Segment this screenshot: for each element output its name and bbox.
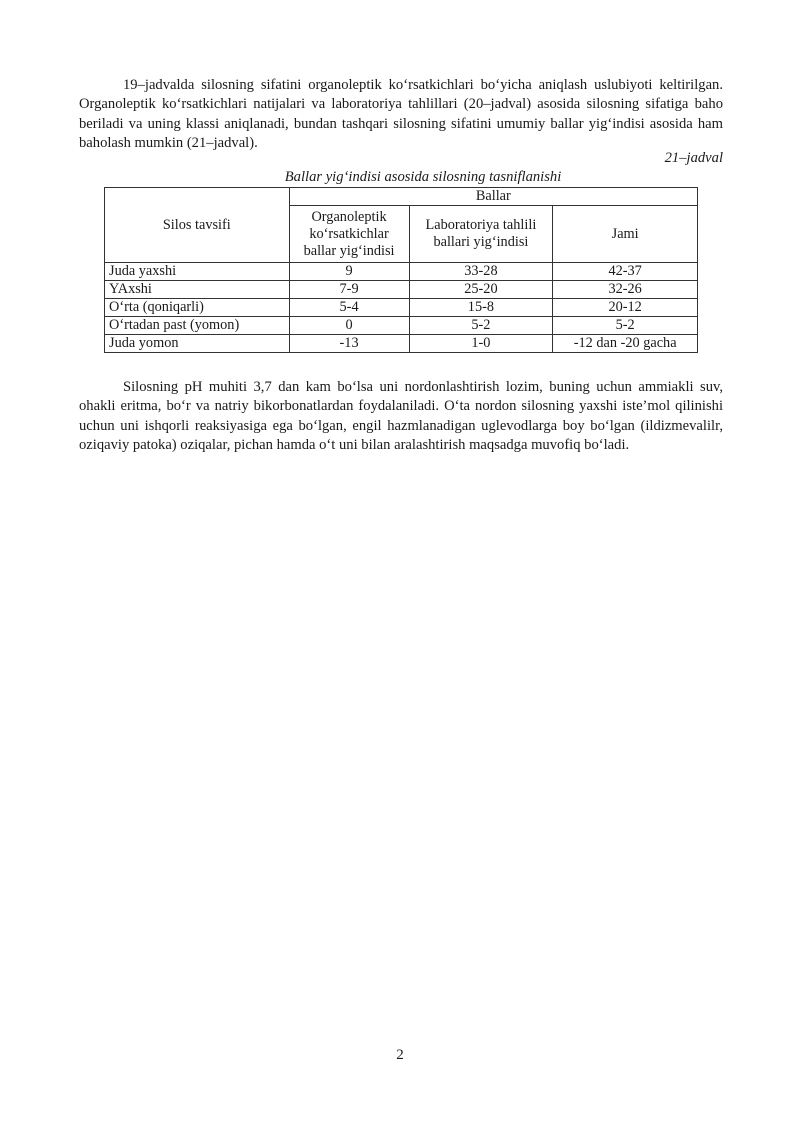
cell-organoleptik: 7-9 bbox=[289, 281, 409, 299]
header-organoleptik: Organoleptik ko‘rsatkichlar ballar yig‘indisi bbox=[289, 206, 409, 263]
row-label: O‘rtadan past (yomon) bbox=[105, 317, 290, 335]
cell-jami: -12 dan -20 gacha bbox=[553, 335, 698, 353]
classification-table bbox=[104, 187, 698, 353]
cell-laboratoriya: 33-28 bbox=[409, 263, 553, 281]
table-row bbox=[105, 281, 698, 299]
cell-organoleptik: 5-4 bbox=[289, 299, 409, 317]
table-row bbox=[105, 299, 698, 317]
cell-laboratoriya: 15-8 bbox=[409, 299, 553, 317]
header-jami: Jami bbox=[553, 206, 698, 263]
row-label: O‘rta (qoniqarli) bbox=[105, 299, 290, 317]
header-silos-tavsifi: Silos tavsifi bbox=[105, 188, 290, 263]
cell-laboratoriya: 1-0 bbox=[409, 335, 553, 353]
table-row bbox=[105, 335, 698, 353]
outro-paragraph: Silosning pH muhiti 3,7 dan kam bo‘lsa uni nordonlashtirish lozim, buning uchun ammiakli suv, ohakli eritma, bo‘r va natriy bikorbonatlardan foydalaniladi. O‘ta nordon silosning yaxshi iste’mol qilinishi uchun uni ishqorli reaksiyasiga ega bo‘lgan, engil hazmlanadigan uglevodlarga boy bo‘lgan (ildizmevalilr, oziqaviy patoka) oziqalar, pichan hamda o‘t uni bilan aralashtirish maqsadga muvofiq bo‘ladi. bbox=[79, 379, 723, 454]
intro-paragraph: 19–jadvalda silosning sifatini organoleptik ko‘rsatkichlari bo‘yicha aniqlash uslubiyoti keltirilgan. Organoleptik ko‘rsatkichlari natijalari va laboratoriya tahlillari (20–jadval) asosida silosning sifatiga baho beriladi va uning klassi aniqlanadi, bundan tashqari silosning sifatini umumiy ballar yig‘indisi asosida ham baholash mumkin (21–jadval). bbox=[79, 77, 723, 152]
row-label: Juda yaxshi bbox=[105, 263, 290, 281]
cell-organoleptik: 9 bbox=[289, 263, 409, 281]
row-label: Juda yomon bbox=[105, 335, 290, 353]
table-number: 21–jadval bbox=[664, 150, 723, 166]
cell-jami: 42-37 bbox=[553, 263, 698, 281]
cell-jami: 32-26 bbox=[553, 281, 698, 299]
cell-organoleptik: -13 bbox=[289, 335, 409, 353]
table-row bbox=[105, 317, 698, 335]
table-row bbox=[105, 263, 698, 281]
cell-jami: 5-2 bbox=[553, 317, 698, 335]
cell-laboratoriya: 25-20 bbox=[409, 281, 553, 299]
table-title: Ballar yig‘indisi asosida silosning tasniflanishi bbox=[284, 169, 562, 185]
header-ballar: Ballar bbox=[289, 188, 697, 206]
cell-laboratoriya: 5-2 bbox=[409, 317, 553, 335]
header-laboratoriya: Laboratoriya tahlili ballari yig‘indisi bbox=[409, 206, 553, 263]
cell-jami: 20-12 bbox=[553, 299, 698, 317]
header-row-1 bbox=[105, 188, 698, 206]
page-number: 2 bbox=[396, 1047, 404, 1063]
cell-organoleptik: 0 bbox=[289, 317, 409, 335]
row-label: YAxshi bbox=[105, 281, 290, 299]
